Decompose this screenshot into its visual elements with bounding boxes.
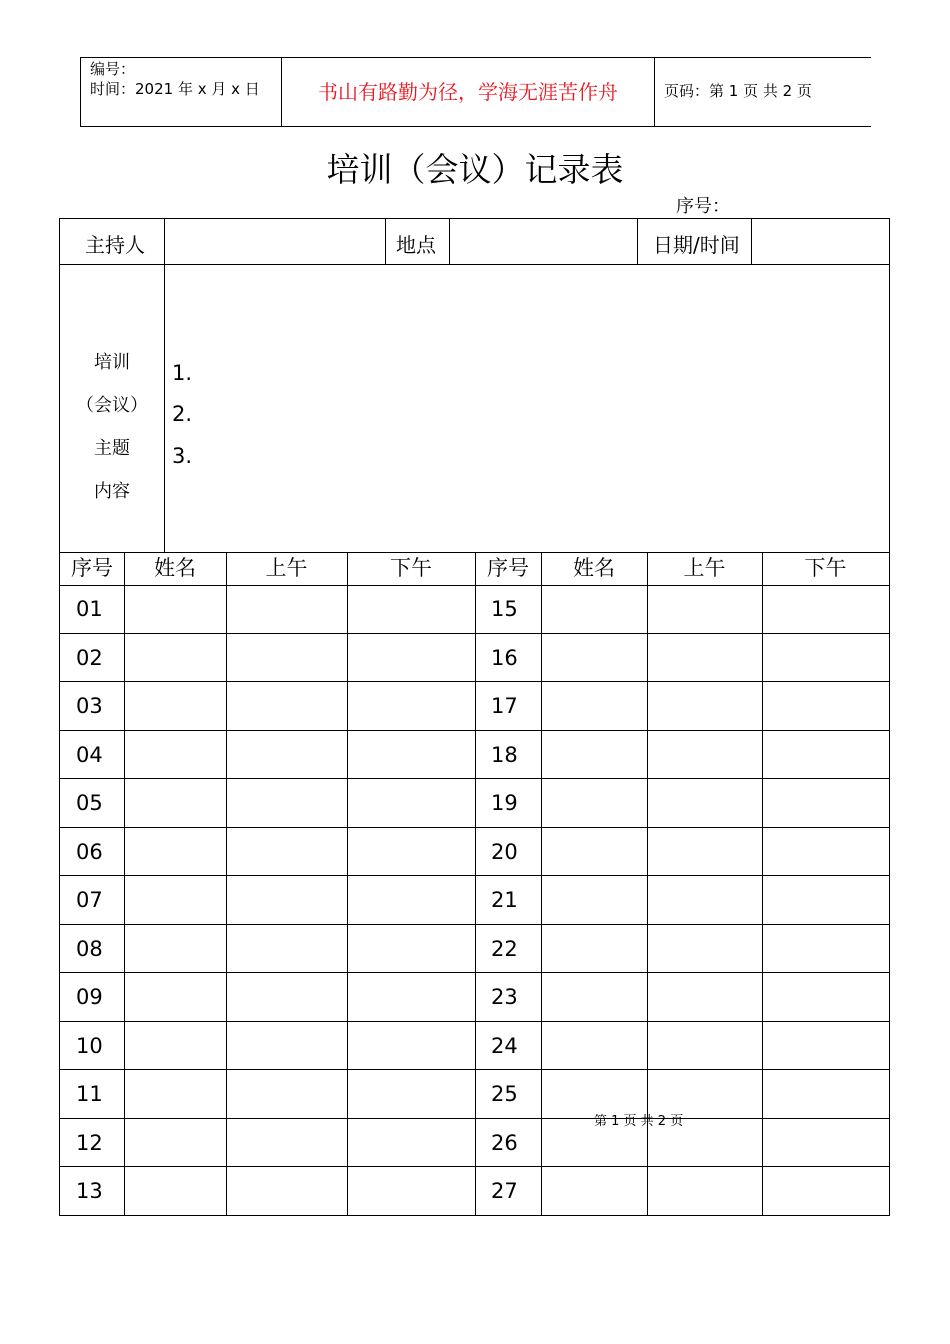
header-cell: 下午 [762, 552, 890, 586]
document-header [80, 57, 871, 127]
name-input[interactable] [124, 1167, 227, 1216]
morning-sign-input[interactable] [226, 828, 348, 877]
attendance-header-row [59, 552, 890, 586]
morning-sign-input[interactable] [226, 585, 348, 634]
document-code-label: 编号： [90, 60, 136, 78]
topic-label-line: 培训 [94, 352, 130, 373]
place-input[interactable] [449, 218, 638, 265]
row-number-cell: 07 [59, 876, 125, 925]
row-number-cell: 13 [59, 1167, 125, 1216]
afternoon-sign-input[interactable] [347, 973, 476, 1022]
table-row [59, 682, 890, 731]
afternoon-sign-input[interactable] [762, 682, 890, 731]
table-row [59, 828, 890, 877]
row-number-cell: 02 [59, 634, 125, 683]
row-number-cell: 06 [59, 828, 125, 877]
name-input[interactable] [124, 973, 227, 1022]
afternoon-sign-input[interactable] [347, 1119, 476, 1168]
afternoon-sign-input[interactable] [762, 1070, 890, 1119]
row-number-cell: 15 [475, 585, 542, 634]
datetime-label: 日期/时间 [653, 233, 740, 257]
morning-sign-input[interactable] [226, 973, 348, 1022]
topic-label-line: （会议） [76, 395, 148, 416]
topic-item: 1. [172, 361, 193, 385]
name-input[interactable] [541, 634, 648, 683]
row-number-cell: 11 [59, 1070, 125, 1119]
table-row [59, 585, 890, 634]
table-row [59, 876, 890, 925]
header-page-cell [655, 58, 871, 126]
morning-sign-input[interactable] [226, 1119, 348, 1168]
morning-sign-input[interactable] [647, 634, 763, 683]
header-cell: 序号 [59, 552, 125, 586]
morning-sign-input[interactable] [647, 876, 763, 925]
name-input[interactable] [124, 731, 227, 780]
morning-sign-input[interactable] [647, 973, 763, 1022]
header-cell: 上午 [226, 552, 348, 586]
page-footer-note: 第 1 页 共 2 页 [594, 1114, 684, 1129]
afternoon-sign-input[interactable] [347, 1070, 476, 1119]
name-input[interactable] [124, 876, 227, 925]
header-motto-cell [282, 58, 655, 126]
morning-sign-input[interactable] [226, 682, 348, 731]
datetime-input[interactable] [751, 218, 890, 265]
topic-item: 2. [172, 402, 193, 426]
afternoon-sign-input[interactable] [762, 634, 890, 683]
afternoon-sign-input[interactable] [762, 925, 890, 974]
morning-sign-input[interactable] [647, 1022, 763, 1071]
morning-sign-input[interactable] [647, 1070, 763, 1119]
row-number-cell: 22 [475, 925, 542, 974]
header-cell: 上午 [647, 552, 763, 586]
morning-sign-input[interactable] [226, 925, 348, 974]
row-number-cell: 18 [475, 731, 542, 780]
table-row [59, 1167, 890, 1216]
name-input[interactable] [124, 1022, 227, 1071]
page-title: 培训（会议）记录表 [326, 150, 624, 189]
afternoon-sign-input[interactable] [347, 779, 476, 828]
place-label-cell [385, 218, 450, 265]
motto-text: 书山有路勤为径，学海无涯苦作舟 [318, 80, 618, 104]
name-input[interactable] [541, 876, 648, 925]
name-input[interactable] [541, 779, 648, 828]
name-input[interactable] [541, 1022, 648, 1071]
afternoon-sign-input[interactable] [347, 682, 476, 731]
topic-label-line: 主题 [94, 438, 130, 459]
table-row [59, 925, 890, 974]
row-number-cell: 21 [475, 876, 542, 925]
topic-label-cell [59, 264, 165, 553]
row-number-cell: 01 [59, 585, 125, 634]
afternoon-sign-input[interactable] [762, 779, 890, 828]
afternoon-sign-input[interactable] [347, 585, 476, 634]
morning-sign-input[interactable] [226, 876, 348, 925]
record-form [59, 218, 890, 1215]
afternoon-sign-input[interactable] [347, 828, 476, 877]
row-number-cell: 03 [59, 682, 125, 731]
morning-sign-input[interactable] [226, 634, 348, 683]
table-row [59, 731, 890, 780]
header-cell: 序号 [475, 552, 542, 586]
afternoon-sign-input[interactable] [347, 925, 476, 974]
name-input[interactable] [124, 634, 227, 683]
morning-sign-input[interactable] [647, 731, 763, 780]
afternoon-sign-input[interactable] [762, 1119, 890, 1168]
morning-sign-input[interactable] [226, 1022, 348, 1071]
header-cell: 下午 [347, 552, 476, 586]
table-row [59, 1070, 890, 1119]
name-input[interactable] [124, 779, 227, 828]
row-number-cell: 10 [59, 1022, 125, 1071]
host-label-cell [59, 218, 165, 265]
morning-sign-input[interactable] [647, 925, 763, 974]
header-meta-cell [81, 58, 282, 126]
name-input[interactable] [541, 973, 648, 1022]
serial-number-label: 序号： [676, 196, 730, 217]
morning-sign-input[interactable] [647, 1167, 763, 1216]
afternoon-sign-input[interactable] [762, 585, 890, 634]
morning-sign-input[interactable] [647, 828, 763, 877]
row-number-cell: 19 [475, 779, 542, 828]
topic-content-area[interactable] [164, 264, 890, 553]
name-input[interactable] [124, 585, 227, 634]
host-label: 主持人 [85, 233, 145, 257]
morning-sign-input[interactable] [226, 779, 348, 828]
afternoon-sign-input[interactable] [762, 1022, 890, 1071]
afternoon-sign-input[interactable] [347, 1167, 476, 1216]
page-number-info: 页码：第 1 页 共 2 页 [664, 82, 812, 100]
row-number-cell: 27 [475, 1167, 542, 1216]
topic-item: 3. [172, 444, 193, 468]
afternoon-sign-input[interactable] [347, 1022, 476, 1071]
name-input[interactable] [541, 828, 648, 877]
afternoon-sign-input[interactable] [762, 731, 890, 780]
name-input[interactable] [124, 1070, 227, 1119]
afternoon-sign-input[interactable] [762, 828, 890, 877]
name-input[interactable] [541, 925, 648, 974]
afternoon-sign-input[interactable] [762, 876, 890, 925]
morning-sign-input[interactable] [226, 1070, 348, 1119]
topic-label-line: 内容 [94, 481, 130, 502]
row-number-cell: 20 [475, 828, 542, 877]
afternoon-sign-input[interactable] [347, 731, 476, 780]
row-number-cell: 04 [59, 731, 125, 780]
row-number-cell: 08 [59, 925, 125, 974]
row-number-cell: 09 [59, 973, 125, 1022]
table-row [59, 973, 890, 1022]
afternoon-sign-input[interactable] [347, 876, 476, 925]
name-input[interactable] [124, 828, 227, 877]
place-label: 地点 [396, 233, 436, 257]
morning-sign-input[interactable] [226, 731, 348, 780]
afternoon-sign-input[interactable] [762, 973, 890, 1022]
row-number-cell: 17 [475, 682, 542, 731]
table-row [59, 1119, 890, 1168]
row-number-cell: 24 [475, 1022, 542, 1071]
morning-sign-input[interactable] [647, 682, 763, 731]
table-row [59, 634, 890, 683]
datetime-label-cell [637, 218, 752, 265]
name-input[interactable] [124, 925, 227, 974]
name-input[interactable] [541, 1167, 648, 1216]
name-input[interactable] [541, 1070, 648, 1119]
row-number-cell: 16 [475, 634, 542, 683]
row-number-cell: 05 [59, 779, 125, 828]
morning-sign-input[interactable] [647, 585, 763, 634]
morning-sign-input[interactable] [647, 779, 763, 828]
header-cell: 姓名 [541, 552, 648, 586]
afternoon-sign-input[interactable] [762, 1167, 890, 1216]
morning-sign-input[interactable] [226, 1167, 348, 1216]
host-input[interactable] [164, 218, 386, 265]
row-number-cell: 26 [475, 1119, 542, 1168]
header-cell: 姓名 [124, 552, 227, 586]
table-row [59, 779, 890, 828]
name-input[interactable] [124, 1119, 227, 1168]
name-input[interactable] [541, 585, 648, 634]
name-input[interactable] [541, 682, 648, 731]
row-number-cell: 23 [475, 973, 542, 1022]
afternoon-sign-input[interactable] [347, 634, 476, 683]
table-row [59, 1022, 890, 1071]
row-number-cell: 25 [475, 1070, 542, 1119]
name-input[interactable] [124, 682, 227, 731]
name-input[interactable] [541, 731, 648, 780]
document-time: 时间：2021 年 x 月 x 日 [90, 80, 260, 98]
row-number-cell: 12 [59, 1119, 125, 1168]
